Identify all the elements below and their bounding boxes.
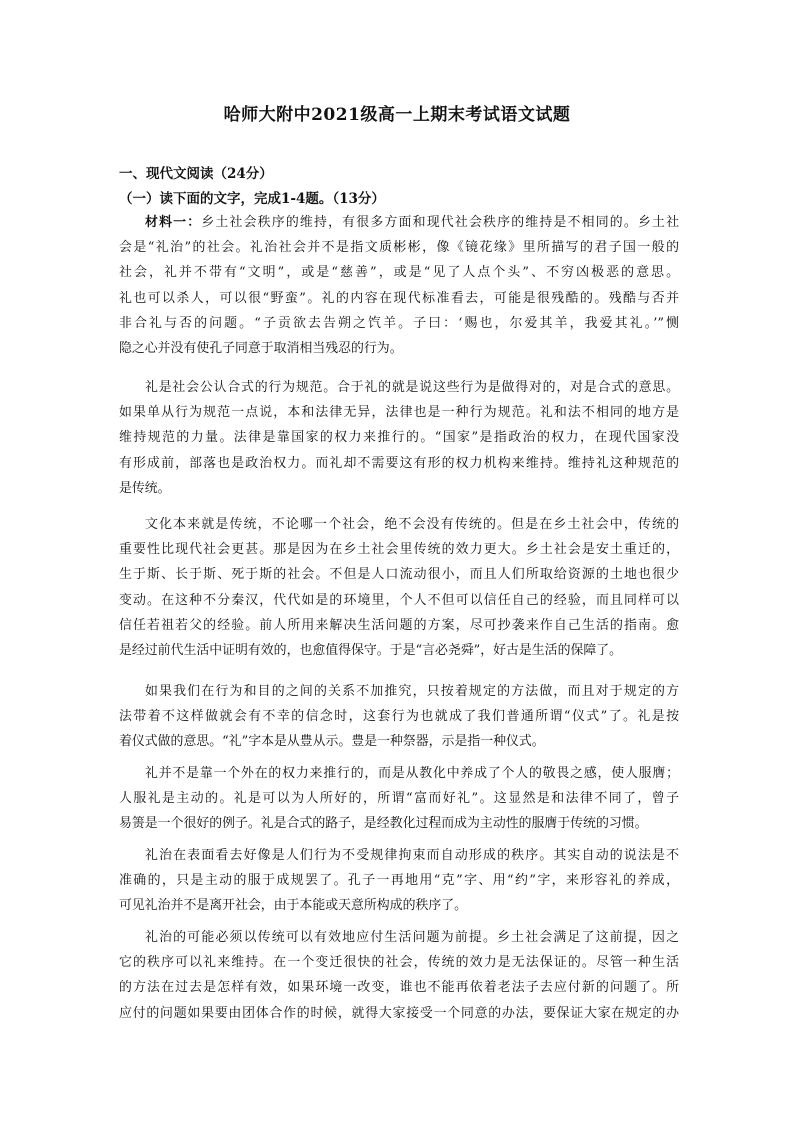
material-label: 材料一： [145, 215, 202, 230]
paragraph-line: 礼并不是靠一个外在的权力来推行的，而是从教化中养成了个人的敬畏之感，使人服膺； [145, 766, 679, 781]
paragraph-line: 会是“礼治”的社会。礼治社会并不是指文质彬彬，像《镜花缘》里所描写的君子国一般的 [119, 240, 679, 256]
paragraph-line: 人服礼是主动的。礼是可以为人所好的，所谓“富而好礼”。这显然是和法律不同了，曾子 [119, 791, 679, 807]
paragraph-line: 礼治的可能必须以传统可以有效地应付生活问题为前提。乡土社会满足了这前提，因之 [145, 930, 679, 945]
paragraph-line: 隐之心并没有使孔子同意于取消相当残忍的行为。 [119, 340, 403, 356]
document-title: 哈师大附中2021级高一上期末考试语文试题 [223, 105, 571, 125]
paragraph-line: 信任若祖若父的经验。前人所用来解决生活问题的方案，尽可抄袭来作自己生活的指南。愈 [119, 617, 679, 633]
paragraph-line: 应付的问题如果要由团体合作的时候，就得大家接受一个同意的办法，要保证大家在规定的办 [119, 1005, 679, 1021]
section-heading: 一、现代文阅读（24分） [119, 166, 273, 182]
paragraph-line: 重要性比现代社会更甚。那是因为在乡土社会里传统的效力更大。乡土社会是安土重迁的， [119, 542, 679, 558]
paragraph-line: 礼是社会公认合式的行为规范。合于礼的就是说这些行为是做得对的，对是合式的意思。 [145, 380, 679, 395]
paragraph-line: 准确的，只是主动的服于成规罢了。孔子一再地用“克”字、用“约”字，来形容礼的养成， [119, 873, 679, 889]
paragraph-line: 材料一：乡土社会秩序的维持，有很多方面和现代社会秩序的维持是不相同的。乡土社 [145, 215, 679, 230]
paragraph-line: 可见礼治并不是离开社会，由于本能或天意所构成的秩序了。 [119, 898, 468, 914]
paragraph-line: 着仪式做的意思。“礼”字本是从豊从示。豊是一种祭器，示是指一种仪式。 [119, 734, 545, 750]
paragraph-line: 生于斯、长于斯、死于斯的社会。不但是人口流动很小，而且人们所取给资源的土地也很少 [119, 567, 679, 583]
sub-section-heading: （一）读下面的文字，完成1-4题。（13分） [119, 191, 385, 207]
paragraph-material-1 [119, 210, 679, 361]
paragraph-line: 法带着不这样做就会有不幸的信念时，这套行为也就成了我们普通所谓“仪式”了。礼是按 [119, 709, 679, 725]
paragraph-line: 的方法在过去是怎样有效，如果环境一改变，谁也不能再依着老法子去应付新的问题了。所 [119, 980, 679, 996]
paragraph [119, 679, 679, 755]
paragraph-line: 是传统。 [119, 480, 171, 496]
paragraph-line: 是经过前代生活中证明有效的，也愈值得保守。于是“言必尧舜”，好古是生活的保障了。 [119, 642, 623, 658]
paragraph [119, 843, 679, 919]
paragraph-line: 它的秩序可以礼来维持。在一个变迁很快的社会，传统的效力是无法保证的。尽管一种生活 [119, 955, 679, 971]
paragraph-line: 如果单从行为规范一点说，本和法律无异，法律也是一种行为规范。礼和法不相同的地方是 [119, 405, 679, 421]
paragraph-line: 如果我们在行为和目的之间的关系不加推究，只按着规定的方法做，而且对于规定的方 [145, 684, 679, 699]
paragraph-line: 礼治在表面看去好像是人们行为不受规律拘束而自动形成的秩序。其实自动的说法是不 [145, 848, 679, 863]
paragraph [119, 512, 679, 663]
paragraph-line: 社会，礼并不带有“文明”，或是“慈善”，或是“见了人点个头”、不穷凶极恶的意思。 [119, 265, 679, 281]
paragraph-line: 非合礼与否的问题。“子贡欲去告朔之饩羊。子曰：‘赐也，尔爱其羊，我爱其礼。’”恻 [119, 315, 679, 331]
paragraph [119, 925, 679, 1026]
paragraph [119, 761, 679, 837]
paragraph [119, 375, 679, 501]
paragraph-line: 礼也可以杀人，可以很“野蛮”。礼的内容在现代标准看去，可能是很残酷的。残酷与否并 [119, 290, 679, 306]
paragraph-line: 变动。在这种不分秦汉，代代如是的环境里，个人不但可以信任自己的经验，而且同样可以 [119, 592, 679, 608]
paragraph-line: 维持规范的力量。法律是靠国家的权力来推行的。“国家”是指政治的权力，在现代国家没 [119, 430, 679, 446]
paragraph-line: 文化本来就是传统，不论哪一个社会，绝不会没有传统的。但是在乡土社会中，传统的 [145, 517, 679, 532]
paragraph-line: 有形成前，部落也是政治权力。而礼却不需要这有形的权力机构来维持。维持礼这种规范的 [119, 455, 679, 471]
paragraph-line: 易箦是一个很好的例子。礼是合式的路子，是经教化过程而成为主动性的服膺于传统的习惯。 [119, 816, 648, 832]
